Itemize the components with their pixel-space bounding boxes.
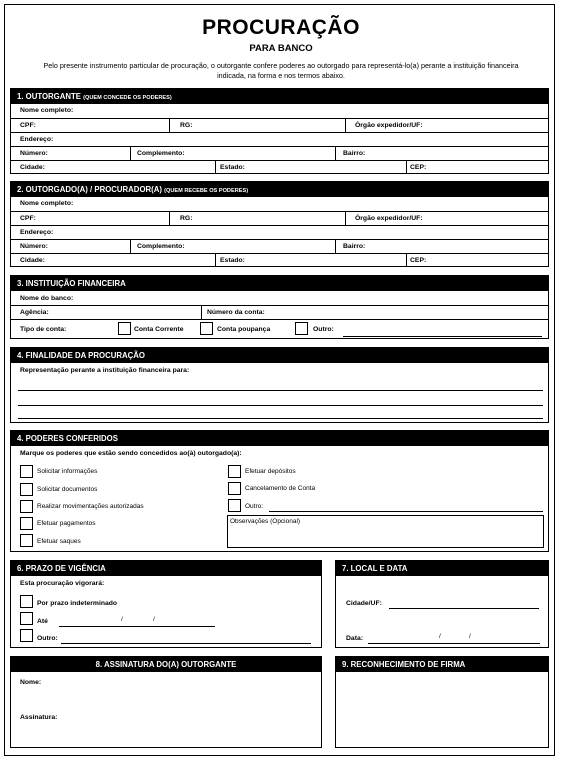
section-header — [336, 561, 548, 576]
section-title: 3. INSTITUIÇÃO FINANCEIRA — [17, 279, 126, 288]
section-outorgante — [10, 88, 549, 174]
divider — [215, 253, 216, 267]
divider — [130, 146, 131, 160]
numero-field[interactable]: Número: — [20, 150, 48, 157]
section-header — [11, 431, 548, 446]
section-title: 1. OUTORGANTE — [17, 92, 81, 101]
document-title: PROCURAÇÃO — [202, 16, 360, 39]
date-separator: / — [121, 616, 123, 623]
data-label: Data: — [346, 635, 363, 642]
outro-checkbox[interactable] — [295, 322, 308, 335]
section-local-data — [335, 560, 549, 648]
nome-completo-field[interactable]: Nome completo: — [20, 107, 74, 114]
realizar-movimentacoes-label: Realizar movimentações autorizadas — [37, 503, 144, 510]
divider — [201, 305, 202, 319]
divider — [11, 160, 548, 161]
section-finalidade — [10, 347, 549, 423]
section-header — [11, 348, 548, 363]
divider — [169, 211, 170, 225]
section-prazo-vigencia — [10, 560, 322, 648]
cpf-field[interactable]: CPF: — [20, 215, 36, 222]
section-assinatura — [10, 656, 322, 748]
bairro-field[interactable]: Bairro: — [343, 243, 366, 250]
solicitar-documentos-label: Solicitar documentos — [37, 486, 98, 493]
section-title: 7. LOCAL E DATA — [342, 564, 408, 573]
conta-poupanca-checkbox[interactable] — [200, 322, 213, 335]
date-separator: / — [439, 633, 441, 640]
divider — [335, 239, 336, 253]
orgao-expedidor-field[interactable]: Órgão expedidor/UF: — [355, 215, 423, 222]
complemento-field[interactable]: Complemento: — [137, 150, 185, 157]
finalidade-line-1[interactable] — [18, 390, 543, 391]
nome-banco-field[interactable]: Nome do banco: — [20, 295, 74, 302]
divider — [11, 253, 548, 254]
outro-poder-label: Outro: — [245, 503, 264, 510]
section-title: 4. FINALIDADE DA PROCURAÇÃO — [17, 351, 145, 360]
divider — [11, 239, 548, 240]
finalidade-line-2[interactable] — [18, 405, 543, 406]
endereco-field[interactable]: Endereço: — [20, 229, 54, 236]
date-separator: / — [153, 616, 155, 623]
divider — [11, 118, 548, 119]
cancelamento-conta-label: Cancelamento de Conta — [245, 485, 316, 492]
divider — [11, 146, 548, 147]
conta-poupanca-label: Conta poupança — [217, 326, 271, 333]
realizar-movimentacoes-checkbox[interactable] — [20, 500, 33, 513]
divider — [11, 225, 548, 226]
divider — [11, 319, 548, 320]
tipo-conta-label: Tipo de conta: — [20, 326, 67, 333]
divider — [11, 211, 548, 212]
divider — [169, 118, 170, 132]
intro-text: Pelo presente instrumento particular de procuração, o outorgante confere poderes ao outorgado para representá-lo(a) perante a instituição financeira indicada, na forma e nos termos abaixo. — [43, 61, 519, 80]
section-title: 4. PODERES CONFERIDOS — [17, 434, 118, 443]
efetuar-pagamentos-checkbox[interactable] — [20, 517, 33, 530]
numero-field[interactable]: Número: — [20, 243, 48, 250]
efetuar-saques-checkbox[interactable] — [20, 534, 33, 547]
section-title: 8. ASSINATURA DO(A) OUTORGANTE — [95, 660, 237, 669]
outro-poder-input-line[interactable] — [269, 511, 543, 512]
bairro-field[interactable]: Bairro: — [343, 150, 366, 157]
cidade-uf-input-line[interactable] — [389, 608, 539, 609]
agencia-field[interactable]: Agência: — [20, 309, 49, 316]
nome-label: Nome: — [20, 679, 42, 686]
prazo-indeterminado-label: Por prazo indeterminado — [37, 600, 118, 607]
section-note: (QUEM RECEBE OS PODERES) — [164, 188, 249, 194]
section-header — [11, 89, 548, 104]
date-separator: / — [469, 633, 471, 640]
section-title: 2. OUTORGADO(A) / PROCURADOR(A) — [17, 185, 162, 194]
divider — [345, 118, 346, 132]
cancelamento-conta-checkbox[interactable] — [228, 482, 241, 495]
section-instituicao-financeira — [10, 275, 549, 339]
divider — [11, 132, 548, 133]
cidade-uf-label: Cidade/UF: — [346, 600, 382, 607]
outro-input-line[interactable] — [343, 336, 542, 337]
section-header — [336, 657, 548, 672]
section-header — [11, 657, 321, 672]
solicitar-informacoes-checkbox[interactable] — [20, 465, 33, 478]
assinatura-label: Assinatura: — [20, 714, 58, 721]
outro-prazo-checkbox[interactable] — [20, 629, 33, 642]
outro-label: Outro: — [313, 326, 334, 333]
estado-field[interactable]: Estado: — [220, 164, 245, 171]
section-title: 9. RECONHECIMENTO DE FIRMA — [342, 660, 466, 669]
prazo-indeterminado-checkbox[interactable] — [20, 595, 33, 608]
divider — [406, 253, 407, 267]
endereco-field[interactable]: Endereço: — [20, 136, 54, 143]
efetuar-depositos-checkbox[interactable] — [228, 465, 241, 478]
cidade-field[interactable]: Cidade: — [20, 164, 45, 171]
divider — [335, 146, 336, 160]
divider — [215, 160, 216, 174]
efetuar-pagamentos-label: Efetuar pagamentos — [37, 520, 96, 527]
outro-prazo-label: Outro: — [37, 635, 58, 642]
outro-poder-checkbox[interactable] — [228, 499, 241, 512]
observacoes-box[interactable] — [227, 515, 544, 548]
solicitar-informacoes-label: Solicitar informações — [37, 468, 98, 475]
finalidade-line-3[interactable] — [18, 418, 543, 419]
rg-field[interactable]: RG: — [180, 215, 193, 222]
numero-conta-field[interactable]: Número da conta: — [207, 309, 265, 316]
section-outorgado — [10, 181, 549, 267]
divider — [130, 239, 131, 253]
cpf-field[interactable]: CPF: — [20, 122, 36, 129]
finalidade-prompt: Representação perante a instituição financeira para: — [20, 367, 190, 374]
conta-corrente-checkbox[interactable] — [118, 322, 131, 335]
section-header — [11, 182, 548, 197]
section-header — [11, 276, 548, 291]
divider — [406, 160, 407, 174]
observacoes-label: Observações (Opcional) — [230, 518, 301, 525]
vigencia-prompt: Esta procuração vigorará: — [20, 580, 105, 587]
efetuar-saques-label: Efetuar saques — [37, 538, 81, 545]
cep-field[interactable]: CEP: — [410, 164, 427, 171]
solicitar-documentos-checkbox[interactable] — [20, 483, 33, 496]
ate-date-line[interactable] — [59, 626, 215, 627]
ate-label: Até — [37, 618, 48, 625]
estado-field[interactable]: Estado: — [220, 257, 245, 264]
orgao-expedidor-field[interactable]: Órgão expedidor/UF: — [355, 122, 423, 129]
cep-field[interactable]: CEP: — [410, 257, 427, 264]
complemento-field[interactable]: Complemento: — [137, 243, 185, 250]
efetuar-depositos-label: Efetuar depósitos — [245, 468, 296, 475]
section-header — [11, 561, 321, 576]
nome-completo-field[interactable]: Nome completo: — [20, 200, 74, 207]
section-reconhecimento-firma — [335, 656, 549, 748]
conta-corrente-label: Conta Corrente — [134, 326, 184, 333]
poderes-instructions: Marque os poderes que estão sendo concedidos ao(à) outorgado(a): — [20, 450, 242, 457]
rg-field[interactable]: RG: — [180, 122, 193, 129]
outro-prazo-input-line[interactable] — [61, 643, 311, 644]
section-title: 6. PRAZO DE VIGÊNCIA — [17, 564, 106, 573]
section-note: (QUEM CONCEDE OS PODERES) — [83, 95, 172, 101]
document-subtitle: PARA BANCO — [249, 43, 313, 54]
cidade-field[interactable]: Cidade: — [20, 257, 45, 264]
divider — [345, 211, 346, 225]
ate-checkbox[interactable] — [20, 612, 33, 625]
section-poderes — [10, 430, 549, 552]
divider — [11, 305, 548, 306]
data-input-line[interactable] — [368, 643, 540, 644]
